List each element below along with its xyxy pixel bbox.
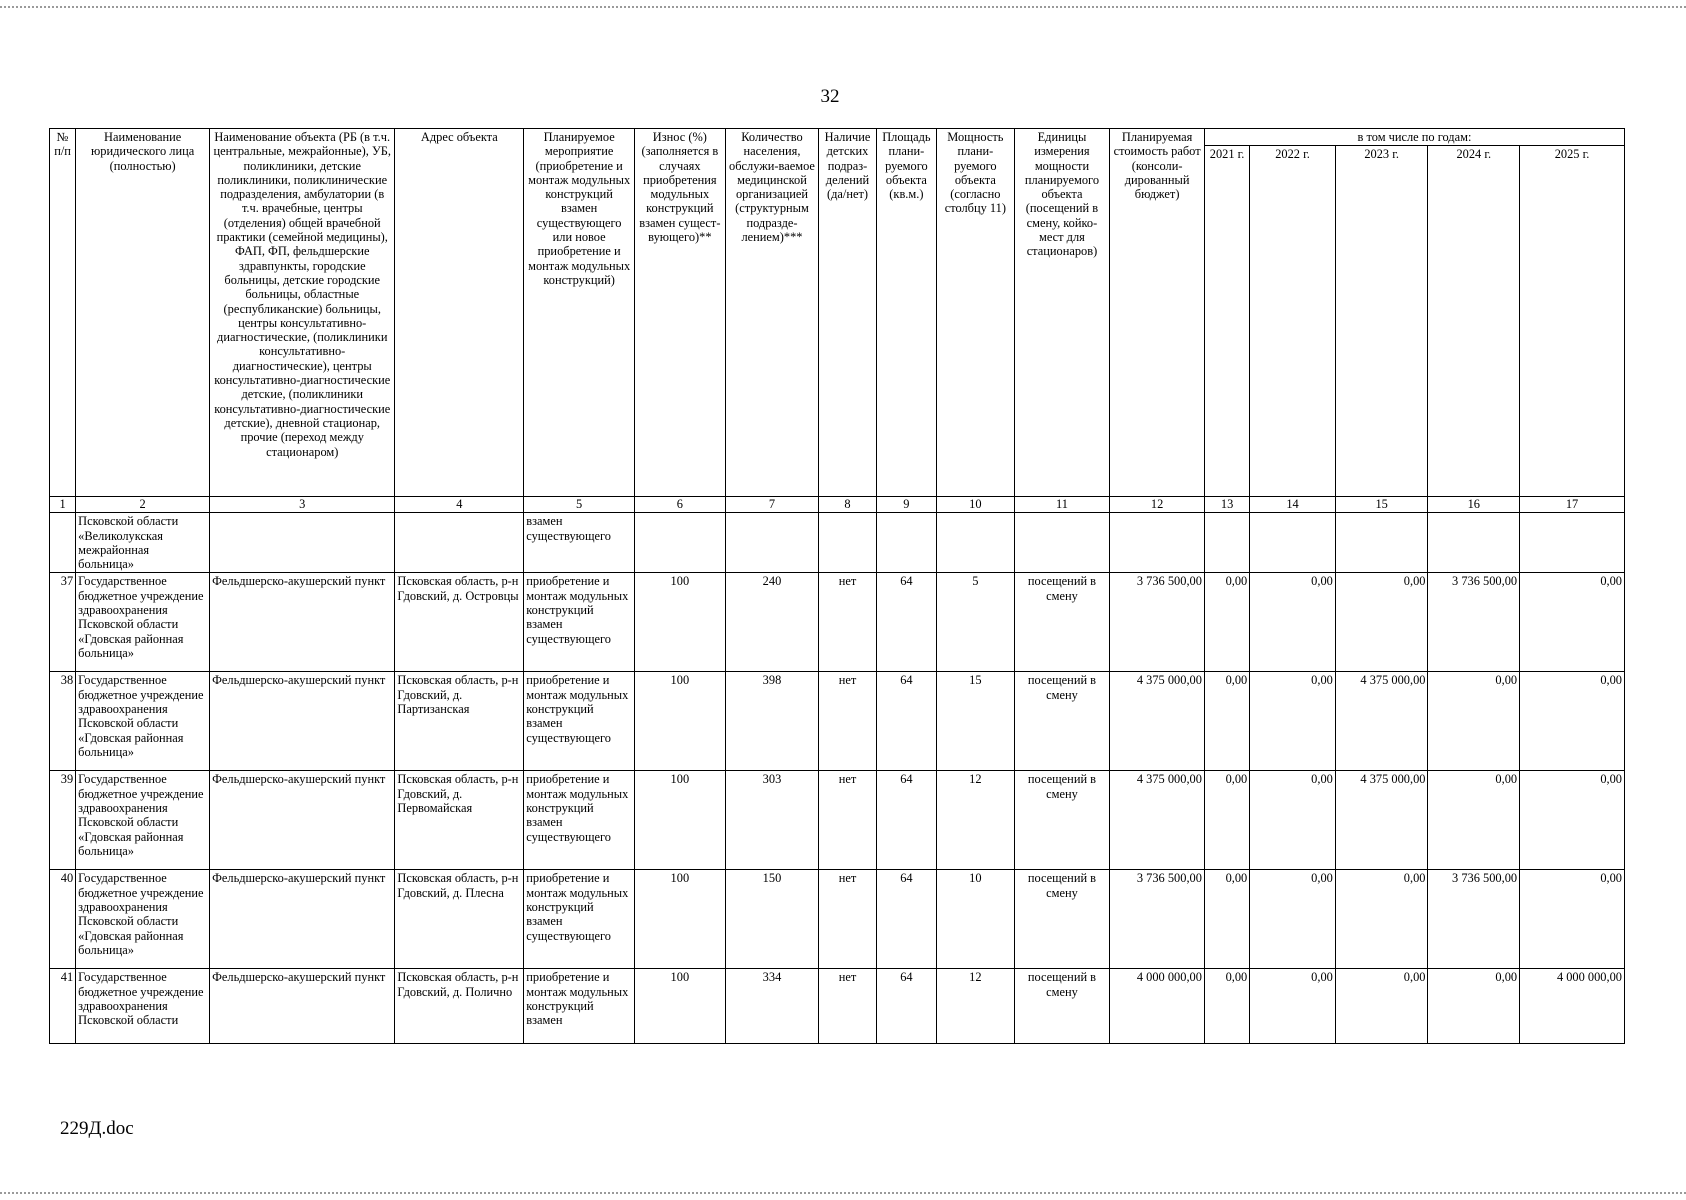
cell-event: взамен существующего: [524, 513, 635, 573]
cell-2021: 0,00: [1204, 870, 1249, 969]
column-number: 3: [210, 497, 395, 513]
cell-area: 64: [876, 870, 936, 969]
header-object-name: Наименование объекта (РБ (в т.ч. центральные, межрайонные), УБ, поликлиники, детские поликлиники, поликлинические подразделения, амбулатории (в т.ч. врачебные, центры (отделения) общей врачебной практики (семейной медицины), ФАП, ФП, фельдшерские здравпункты, городские больницы, детские городские больницы, областные (республиканские) больницы, центры консультативно-диагностические, (поликлиники консультативно-диагностические), центры консультативно-диагностические детские, (поликлиники консультативно-диагностические детские), дневной стационар, прочие (переход между стационаром): [210, 129, 395, 497]
cell-legal-name: Государственное бюджетное учреждение здравоохранения Псковской области «Гдовская районная больница»: [76, 573, 210, 672]
cell-units: посещений в смену: [1014, 672, 1110, 771]
header-legal-name: Наименование юридического лица (полностью): [76, 129, 210, 497]
header-children: Наличие детских подраз-делений (да/нет): [819, 129, 876, 497]
header-address: Адрес объекта: [395, 129, 524, 497]
cell-cost: 3 736 500,00: [1110, 870, 1205, 969]
cell-2022: 0,00: [1250, 870, 1336, 969]
column-number: 7: [725, 497, 819, 513]
header-area: Площадь плани-руемого объекта (кв.м.): [876, 129, 936, 497]
cell-num: 41: [50, 969, 76, 1044]
cell-2022: 0,00: [1250, 672, 1336, 771]
header-wear: Износ (%) (заполняется в случаях приобретения модульных конструкций взамен сущест-вующего)**: [635, 129, 726, 497]
header-year-2021: 2021 г.: [1204, 146, 1249, 497]
cell-2024: 0,00: [1428, 771, 1520, 870]
cell-area: 64: [876, 672, 936, 771]
cell-legal-name: Государственное бюджетное учреждение здравоохранения Псковской области «Гдовская районная больница»: [76, 771, 210, 870]
column-number: 15: [1335, 497, 1428, 513]
cell-units: посещений в смену: [1014, 870, 1110, 969]
header-units: Единицы измерения мощности планируемого объекта (посещений в смену, койко-мест для стационаров): [1014, 129, 1110, 497]
cell-population: 303: [725, 771, 819, 870]
table-row: [50, 969, 1625, 1044]
cell-2023: 0,00: [1335, 969, 1428, 1044]
cell-2025: 0,00: [1520, 573, 1625, 672]
cell-2025: 0,00: [1520, 672, 1625, 771]
column-number: 13: [1204, 497, 1249, 513]
cell-cost: 4 375 000,00: [1110, 771, 1205, 870]
cell-address: Псковская область, р-н Гдовский, д. Первомайская: [395, 771, 524, 870]
column-number: 16: [1428, 497, 1520, 513]
cell-population: 150: [725, 870, 819, 969]
cell-num: 38: [50, 672, 76, 771]
cell-num: 40: [50, 870, 76, 969]
column-number: 9: [876, 497, 936, 513]
cell-object: Фельдшерско-акушерский пункт: [210, 573, 395, 672]
cell-wear: 100: [635, 672, 726, 771]
cell-children: нет: [819, 771, 876, 870]
cell-wear: 100: [635, 870, 726, 969]
scan-edge-top: [0, 6, 1686, 11]
column-number: 4: [395, 497, 524, 513]
cell-object: Фельдшерско-акушерский пункт: [210, 771, 395, 870]
cell-population: 398: [725, 672, 819, 771]
cell-2023: 0,00: [1335, 573, 1428, 672]
cell-object: Фельдшерско-акушерский пункт: [210, 969, 395, 1044]
table-row: [50, 573, 1625, 672]
column-number: 14: [1250, 497, 1336, 513]
cell-object: Фельдшерско-акушерский пункт: [210, 870, 395, 969]
cell-address: Псковская область, р-н Гдовский, д. Плесна: [395, 870, 524, 969]
cell-address: Псковская область, р-н Гдовский, д. Полично: [395, 969, 524, 1044]
header-year-2023: 2023 г.: [1335, 146, 1428, 497]
cell-legal-name: Государственное бюджетное учреждение здравоохранения Псковской области «Гдовская районная больница»: [76, 672, 210, 771]
cell-2023: 4 375 000,00: [1335, 771, 1428, 870]
header-cost: Планируемая стоимость работ (консоли-дированный бюджет): [1110, 129, 1205, 497]
cell-num: 39: [50, 771, 76, 870]
table-row: [50, 672, 1625, 771]
column-number: 8: [819, 497, 876, 513]
cell-children: нет: [819, 672, 876, 771]
cell-area: 64: [876, 771, 936, 870]
header-event: Планируемое мероприятие (приобретение и монтаж модульных конструкций взамен существующего или новое приобретение и монтаж модульных конструкций): [524, 129, 635, 497]
cell-2021: 0,00: [1204, 672, 1249, 771]
cell-2021: 0,00: [1204, 969, 1249, 1044]
column-number: 12: [1110, 497, 1205, 513]
cell-num: 37: [50, 573, 76, 672]
cell-2024: 3 736 500,00: [1428, 573, 1520, 672]
table-row: [50, 771, 1625, 870]
cell-event: приобретение и монтаж модульных конструкций взамен: [524, 969, 635, 1044]
page-number: 32: [820, 86, 840, 107]
column-number: 1: [50, 497, 76, 513]
cell-units: посещений в смену: [1014, 573, 1110, 672]
cell-2024: 3 736 500,00: [1428, 870, 1520, 969]
cell-event: приобретение и монтаж модульных конструкций взамен существующего: [524, 573, 635, 672]
column-numbers-row: [50, 497, 1625, 513]
table-row-continuation: [50, 513, 1625, 573]
cell-2023: 4 375 000,00: [1335, 672, 1428, 771]
cell-cost: 4 375 000,00: [1110, 672, 1205, 771]
header-capacity: Мощность плани-руемого объекта (согласно столбцу 11): [937, 129, 1015, 497]
cell-population: 334: [725, 969, 819, 1044]
column-number: 11: [1014, 497, 1110, 513]
cell-legal-name: Псковской области «Великолукская межрайонная больница»: [76, 513, 210, 573]
cell-cost: 4 000 000,00: [1110, 969, 1205, 1044]
cell-capacity: 5: [937, 573, 1015, 672]
cell-wear: 100: [635, 573, 726, 672]
scan-edge-bottom: [0, 1192, 1686, 1197]
cell-area: 64: [876, 573, 936, 672]
column-number: 5: [524, 497, 635, 513]
cell-wear: 100: [635, 771, 726, 870]
cell-object: Фельдшерско-акушерский пункт: [210, 672, 395, 771]
header-years-group: в том числе по годам:: [1204, 129, 1624, 146]
cell-capacity: 10: [937, 870, 1015, 969]
header-num: № п/п: [50, 129, 76, 497]
column-number: 6: [635, 497, 726, 513]
header-year-2025: 2025 г.: [1520, 146, 1625, 497]
footer-filename: 229Д.doc: [60, 1118, 134, 1139]
column-number: 10: [937, 497, 1015, 513]
cell-capacity: 12: [937, 969, 1015, 1044]
cell-2021: 0,00: [1204, 573, 1249, 672]
cell-units: посещений в смену: [1014, 771, 1110, 870]
cell-units: посещений в смену: [1014, 969, 1110, 1044]
cell-population: 240: [725, 573, 819, 672]
cell-2024: 0,00: [1428, 672, 1520, 771]
cell-area: 64: [876, 969, 936, 1044]
cell-capacity: 15: [937, 672, 1015, 771]
header-year-2022: 2022 г.: [1250, 146, 1336, 497]
cell-legal-name: Государственное бюджетное учреждение здравоохранения Псковской области: [76, 969, 210, 1044]
cell-capacity: 12: [937, 771, 1015, 870]
cell-2025: 4 000 000,00: [1520, 969, 1625, 1044]
cell-2022: 0,00: [1250, 771, 1336, 870]
column-number: 2: [76, 497, 210, 513]
investment-table: [49, 128, 1625, 1044]
cell-event: приобретение и монтаж модульных конструкций взамен существующего: [524, 771, 635, 870]
cell-event: приобретение и монтаж модульных конструкций взамен существующего: [524, 870, 635, 969]
cell-address: Псковская область, р-н Гдовский, д. Партизанская: [395, 672, 524, 771]
cell-legal-name: Государственное бюджетное учреждение здравоохранения Псковской области «Гдовская районная больница»: [76, 870, 210, 969]
cell-cost: 3 736 500,00: [1110, 573, 1205, 672]
cell-2022: 0,00: [1250, 573, 1336, 672]
cell-2023: 0,00: [1335, 870, 1428, 969]
table-row: [50, 870, 1625, 969]
cell-children: нет: [819, 573, 876, 672]
header-population: Количество населения, обслужи-ваемое медицинской организацией (структурным подразде-лением)***: [725, 129, 819, 497]
cell-children: нет: [819, 969, 876, 1044]
header-row: [50, 129, 1625, 146]
cell-2025: 0,00: [1520, 771, 1625, 870]
cell-2021: 0,00: [1204, 771, 1249, 870]
cell-event: приобретение и монтаж модульных конструкций взамен существующего: [524, 672, 635, 771]
cell-children: нет: [819, 870, 876, 969]
cell-2025: 0,00: [1520, 870, 1625, 969]
cell-wear: 100: [635, 969, 726, 1044]
header-year-2024: 2024 г.: [1428, 146, 1520, 497]
cell-2024: 0,00: [1428, 969, 1520, 1044]
column-number: 17: [1520, 497, 1625, 513]
cell-2022: 0,00: [1250, 969, 1336, 1044]
cell-address: Псковская область, р-н Гдовский, д. Островцы: [395, 573, 524, 672]
